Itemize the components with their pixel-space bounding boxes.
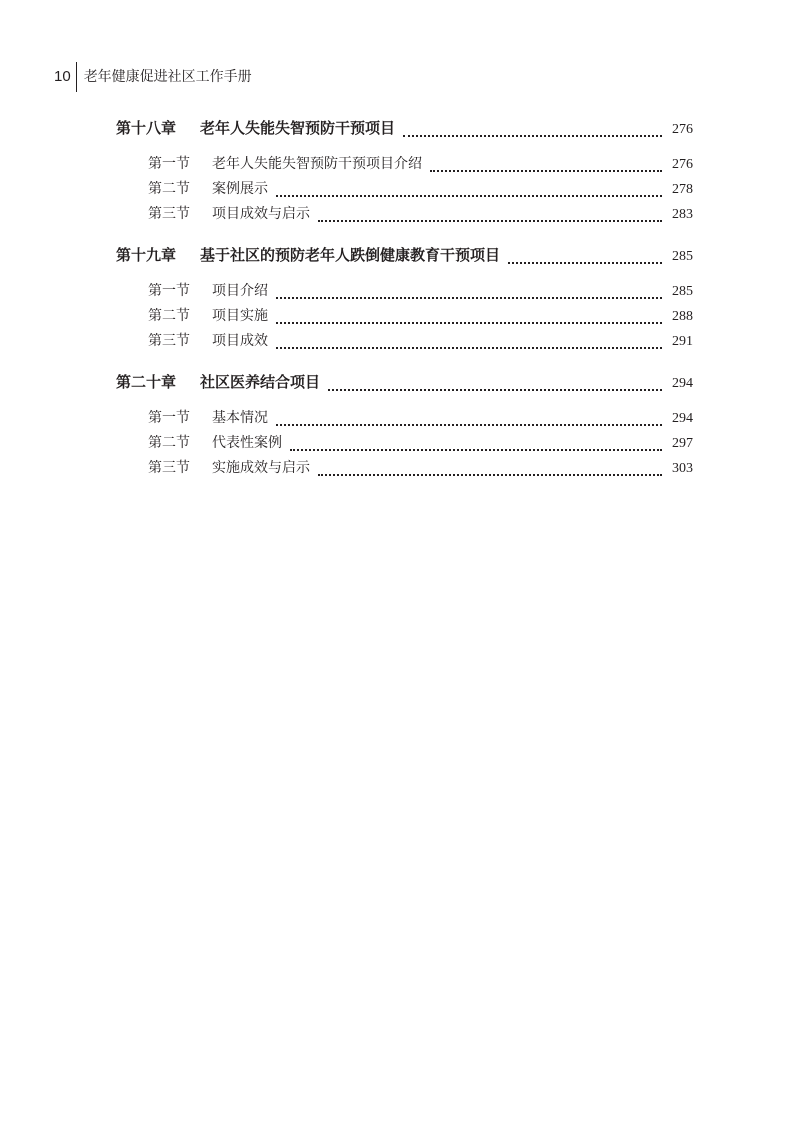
section-page: 297 bbox=[672, 436, 693, 451]
dot-leader bbox=[328, 389, 662, 391]
chapter-label: 第十九章 bbox=[116, 246, 177, 264]
dot-leader bbox=[508, 262, 662, 264]
dot-leader bbox=[276, 297, 662, 299]
chapter-label: 第十八章 bbox=[116, 119, 177, 137]
toc-section[interactable] bbox=[148, 431, 693, 456]
section-page: 291 bbox=[672, 334, 693, 349]
section-label: 第二节 bbox=[148, 181, 190, 197]
section-title: 代表性案例 bbox=[212, 435, 282, 451]
dot-leader bbox=[276, 195, 662, 197]
chapter-title: 基于社区的预防老年人跌倒健康教育干预项目 bbox=[200, 246, 501, 264]
section-title: 实施成效与启示 bbox=[212, 460, 310, 476]
dot-leader bbox=[430, 170, 662, 172]
toc-section[interactable] bbox=[148, 329, 693, 354]
dot-leader bbox=[403, 135, 662, 137]
dot-leader bbox=[276, 347, 662, 349]
section-label: 第二节 bbox=[148, 435, 190, 451]
table-of-contents bbox=[116, 114, 693, 481]
toc-section[interactable] bbox=[148, 177, 693, 202]
dot-leader bbox=[276, 424, 662, 426]
section-title: 案例展示 bbox=[212, 181, 268, 197]
section-label: 第三节 bbox=[148, 460, 190, 476]
dot-leader bbox=[276, 322, 662, 324]
toc-section[interactable] bbox=[148, 456, 693, 481]
toc-chapter-19[interactable] bbox=[116, 241, 693, 269]
section-label: 第三节 bbox=[148, 333, 190, 349]
toc-section[interactable] bbox=[148, 304, 693, 329]
toc-section[interactable] bbox=[148, 152, 693, 177]
chapter-page: 285 bbox=[672, 249, 693, 264]
section-page: 276 bbox=[672, 157, 693, 172]
toc-chapter-18[interactable] bbox=[116, 114, 693, 142]
section-page: 294 bbox=[672, 411, 693, 426]
section-title: 项目介绍 bbox=[212, 283, 268, 299]
chapter-title: 老年人失能失智预防干预项目 bbox=[200, 119, 396, 137]
section-page: 303 bbox=[672, 461, 693, 476]
section-title: 老年人失能失智预防干预项目介绍 bbox=[212, 156, 422, 172]
toc-chapter-20[interactable] bbox=[116, 368, 693, 396]
section-label: 第一节 bbox=[148, 410, 190, 426]
dot-leader bbox=[318, 220, 662, 222]
section-title: 项目实施 bbox=[212, 308, 268, 324]
section-page: 283 bbox=[672, 207, 693, 222]
section-label: 第二节 bbox=[148, 308, 190, 324]
chapter-page: 276 bbox=[672, 122, 693, 137]
section-page: 278 bbox=[672, 182, 693, 197]
toc-section[interactable] bbox=[148, 279, 693, 304]
section-label: 第一节 bbox=[148, 283, 190, 299]
dot-leader bbox=[318, 474, 662, 476]
chapter-page: 294 bbox=[672, 376, 693, 391]
section-title: 项目成效与启示 bbox=[212, 206, 310, 222]
page-number: 10 bbox=[54, 68, 71, 85]
dot-leader bbox=[290, 449, 662, 451]
section-title: 基本情况 bbox=[212, 410, 268, 426]
chapter-label: 第二十章 bbox=[116, 373, 177, 391]
chapter-title: 社区医养结合项目 bbox=[200, 373, 321, 391]
running-header bbox=[54, 62, 252, 92]
section-label: 第一节 bbox=[148, 156, 190, 172]
toc-section[interactable] bbox=[148, 202, 693, 227]
book-title: 老年健康促进社区工作手册 bbox=[83, 69, 252, 85]
section-page: 285 bbox=[672, 284, 693, 299]
toc-section[interactable] bbox=[148, 406, 693, 431]
section-page: 288 bbox=[672, 309, 693, 324]
section-title: 项目成效 bbox=[212, 333, 268, 349]
header-divider bbox=[76, 62, 77, 92]
section-label: 第三节 bbox=[148, 206, 190, 222]
